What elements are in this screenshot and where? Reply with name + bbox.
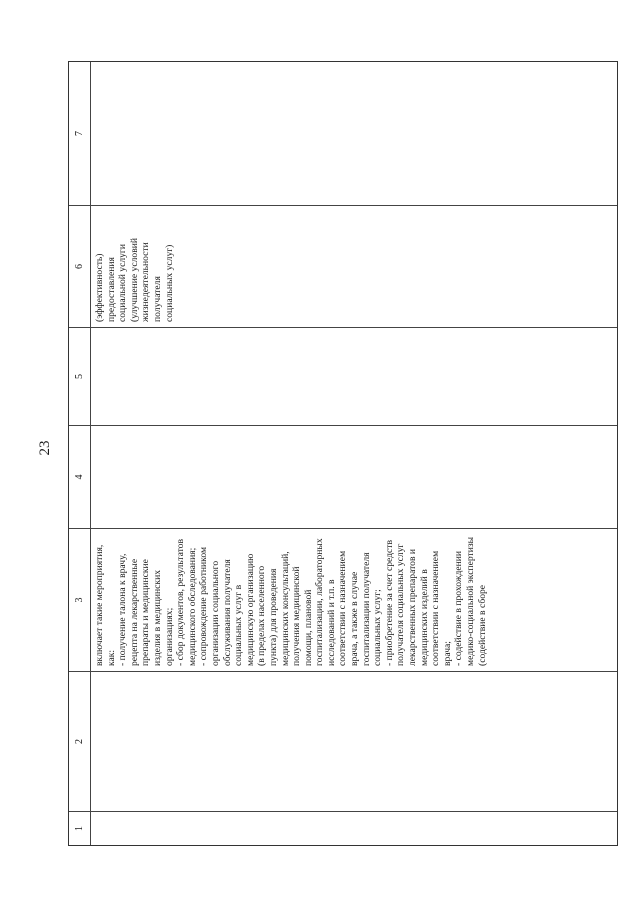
column-number: 7: [74, 131, 85, 136]
column-6: [69, 206, 617, 328]
effectiveness-cell: (эффективность) предоставления социальной услуги (улучшение условий жизнедеятельности получателя социальных услуг): [94, 238, 175, 322]
column-number: 6: [74, 264, 85, 269]
column-number: 3: [74, 597, 85, 603]
column-number: 4: [74, 474, 85, 480]
column-number: 1: [74, 826, 85, 831]
column-1: [69, 812, 617, 845]
page-number: 23: [37, 440, 53, 456]
column-3: [69, 529, 617, 672]
column-number: 5: [74, 374, 85, 379]
column-2: [69, 672, 617, 812]
column-7: [69, 62, 617, 206]
column-number: 2: [74, 739, 85, 744]
service-description-cell: включает такие мероприятия, как: - получение талона к врачу, рецепта на лекарственные препараты и медицинские изделия в медицинских организациях; - сбор документов, результатов медицинского обследования; - сопровождение работником организации социального обслуживания получателя социальных услуг в медицинскую организацию (в пределах населенного пункта) для проведения медицинских консультаций, получения медицинской помощи, плановой госпитализации, лабораторных исследований и т.п. в соответствии с назначением врача, а также в случае госпитализации получателя социальных услуг; - приобретение за счет средств получателя социальных услуг лекарственных препаратов и медицинских изделий в соответствии с назначением врача; - содействие в прохождении медико-социальной экспертизы (содействие в сборе: [94, 536, 488, 666]
column-5: [69, 328, 617, 426]
column-4: [69, 426, 617, 529]
service-table: [68, 61, 618, 846]
